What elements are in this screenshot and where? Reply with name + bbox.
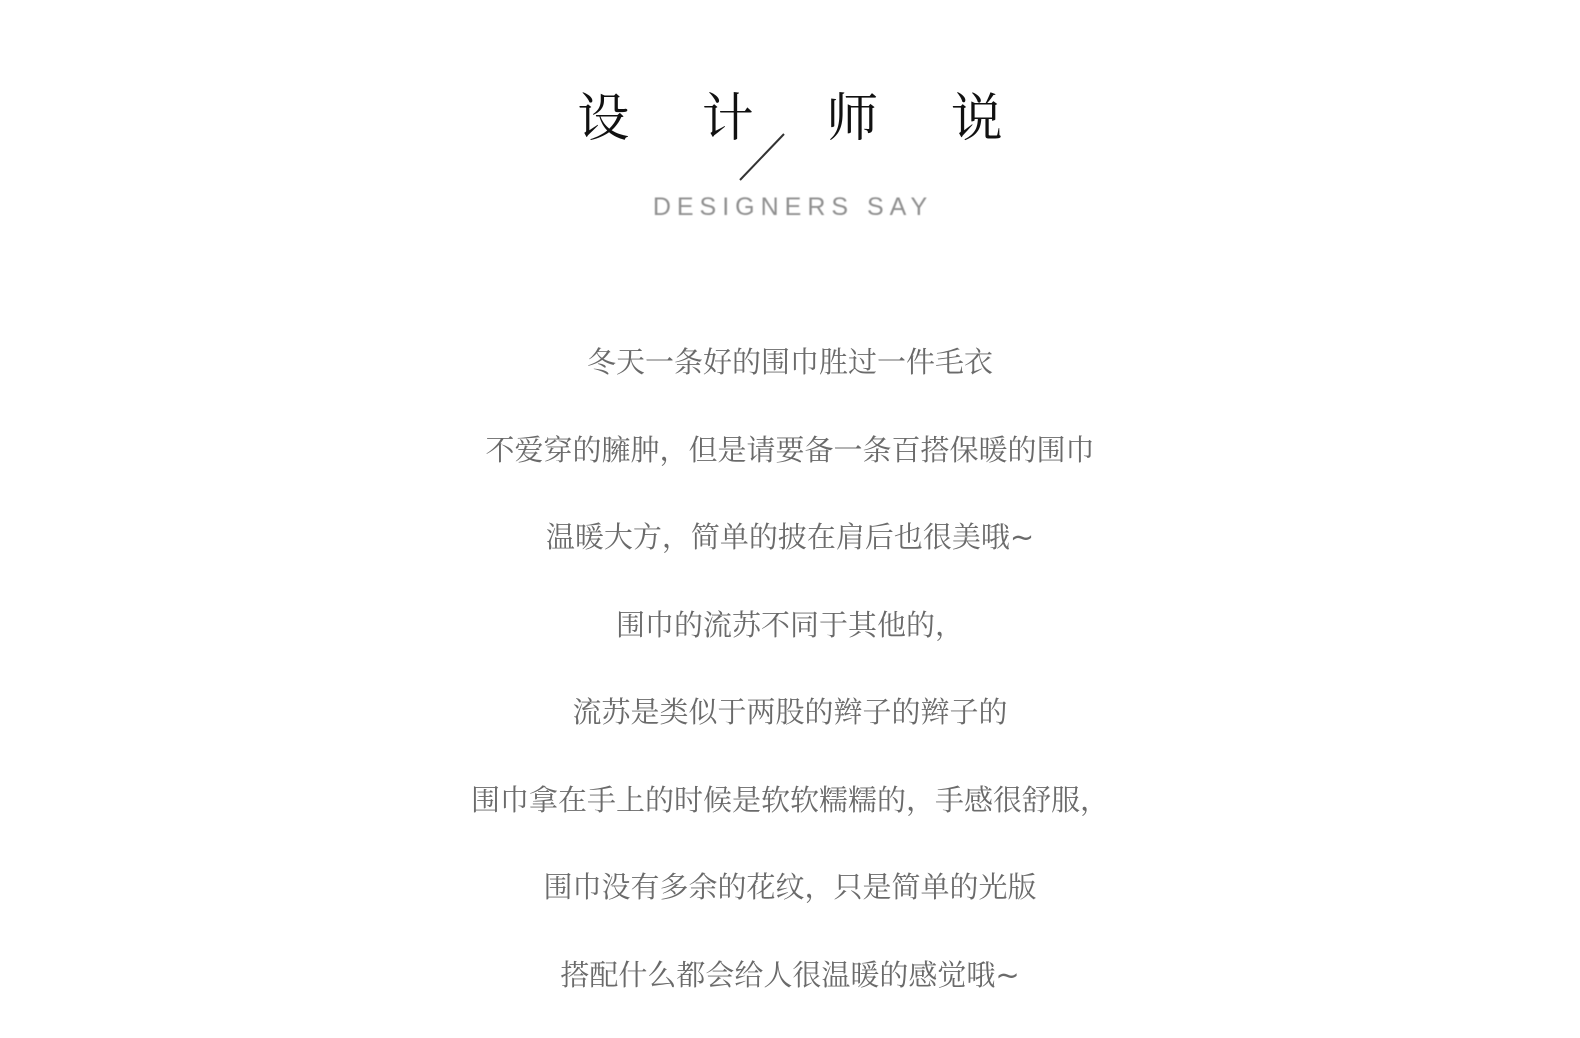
designer-description [0,338,1580,1038]
description-line: 围巾拿在手上的时候是软软糯糯的，手感很舒服， [0,776,1580,864]
description-line: 围巾没有多余的花纹，只是简单的光版 [0,863,1580,951]
section-subtitle: DESIGNERS SAY [0,192,1580,222]
description-line: 冬天一条好的围巾胜过一件毛衣 [0,338,1580,426]
description-line: 流苏是类似于两股的辫子的辫子的 [0,688,1580,776]
description-line: 搭配什么都会给人很温暖的感觉哦~ [0,951,1580,1038]
description-line: 不爱穿的臃肿，但是请要备一条百搭保暖的围巾 [0,426,1580,514]
slash-divider [738,132,786,182]
description-line: 围巾的流苏不同于其他的， [0,601,1580,689]
slash-divider-line [740,134,784,180]
section-title: 设 计 师 说 [0,87,1580,151]
description-line: 温暖大方，简单的披在肩后也很美哦~ [0,513,1580,601]
